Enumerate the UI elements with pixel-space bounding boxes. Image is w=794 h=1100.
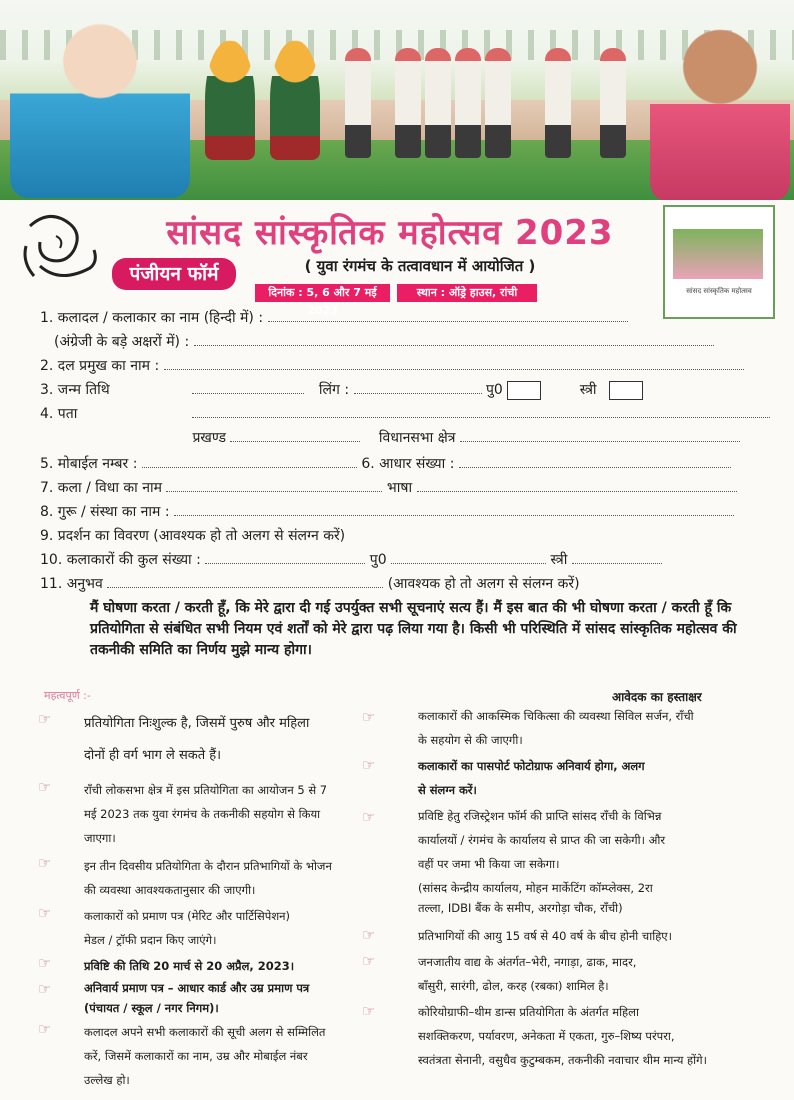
pointing-hand-icon: ☞ (38, 904, 52, 922)
pointing-hand-icon: ☞ (38, 954, 52, 972)
male-label: पु0 (485, 382, 503, 398)
field-label-address: 4. पता (40, 406, 78, 422)
title-area (0, 200, 794, 317)
note-item: प्रतियोगिता निःशुल्क है, जिसमें पुरुष और महिला दोनों ही वर्ग भाग ले सकते हैं। (84, 716, 310, 763)
group-name-english-input[interactable] (194, 333, 714, 346)
drummer-illustration (545, 48, 571, 158)
note-item: प्रविष्टि हेतु रजिस्ट्रेशन फॉर्म की प्राप्ति सांसद राँची के विभिन्न कार्यालयों / रंगमंच के कार्यालय से प्राप्त की जा सकेगी। और वहीं पर जमा भी किया जा सकेगा। (418, 809, 666, 871)
group-name-hindi-input[interactable] (268, 309, 628, 322)
notes-right-column (362, 704, 782, 1094)
experience-input[interactable] (107, 575, 383, 588)
language-input[interactable] (417, 479, 737, 492)
notes-left-column (40, 708, 370, 1098)
experience-note: (आवश्यक हो तो अलग से संलग्न करें) (387, 576, 580, 592)
pointing-hand-icon: ☞ (38, 980, 52, 998)
pointing-hand-icon: ☞ (362, 926, 376, 944)
portrait-right (650, 15, 790, 200)
address-input[interactable] (192, 405, 770, 418)
drummer-illustration (345, 48, 371, 158)
field-label-block: प्रखण्ड (192, 430, 227, 446)
dancer-illustration (455, 48, 481, 158)
field-label-art-form: 7. कला / विधा का नाम (40, 480, 162, 496)
pointing-hand-icon: ☞ (38, 778, 52, 796)
notes-heading: महत्वपूर्ण :- (44, 689, 91, 702)
pointing-hand-icon: ☞ (38, 1020, 52, 1038)
field-label-leader-name: 2. दल प्रमुख का नाम : (40, 358, 160, 374)
page-title: सांसद सांस्कृतिक महोत्सव 2023 (166, 213, 614, 253)
field-label-language: भाषा (386, 480, 413, 496)
portrait-left (10, 8, 190, 198)
event-date: दिनांक : 5, 6 और 7 मई 2023 (255, 284, 390, 302)
note-item: जनजातीय वाद्य के अंतर्गत–भेरी, नगाड़ा, ढाक, मादर, बाँसुरी, सारंगी, ढोल, करह (रबका) शामिल है। (418, 955, 637, 993)
guru-input[interactable] (174, 503, 734, 516)
field-label-gender: लिंग : (318, 382, 350, 398)
note-item: (सांसद केन्द्रीय कार्यालय, मोहन मार्केटिंग कॉम्प्लेक्स, 2रा तल्ला, IDBI बैंक के समीप, अरगोड़ा चौक, राँची) (418, 881, 653, 915)
mobile-input[interactable] (142, 455, 357, 468)
female-checkbox[interactable] (609, 381, 643, 400)
pointing-hand-icon: ☞ (362, 952, 376, 970)
artist-count-male-label: पु0 (369, 552, 387, 568)
dancer-illustration (485, 48, 511, 158)
note-item: प्रविष्टि की तिथि 20 मार्च से 20 अप्रैल, 2023। (84, 959, 295, 973)
leader-name-input[interactable] (164, 357, 744, 370)
photo-box (663, 205, 775, 319)
artist-count-female-input[interactable] (572, 551, 662, 564)
note-item: इन तीन दिवसीय प्रतियोगिता के दौरान प्रतिभागियों के भोजन की व्यवस्था आवश्यकतानुसार की जाएगी। (84, 859, 332, 897)
field-label-guru: 8. गुरू / संस्था का नाम : (40, 504, 170, 520)
registration-form-badge: पंजीयन फॉर्म (112, 258, 236, 290)
constituency-input[interactable] (460, 429, 740, 442)
masked-dancer-illustration (270, 40, 320, 160)
field-label-group-name-english: (अंग्रेजी के बड़े अक्षरों में) : (54, 334, 190, 350)
yuva-rangmanch-logo-icon (20, 206, 108, 292)
dancer-illustration (425, 48, 451, 158)
declaration-text: मैं घोषणा करता / करती हूँ, कि मेरे द्वारा दी गई उपर्युक्त सभी सूचनाएं सत्य हैं। मैं इस बात की भी घोषणा करता / करती हूँ कि प्रतियोगिता से संबंधित सभी नियम एवं शर्तों को मेरे द्वारा पढ़ लिया गया है। किसी भी परिस्थिति में सांसद सांस्कृतिक महोत्सव की तकनीकी समिति का निर्णय मुझे मान्य होगा। (90, 600, 737, 658)
field-label-group-name: 1. कलादल / कलाकार का नाम (हिन्दी में) : (40, 310, 264, 326)
gender-input[interactable] (354, 381, 482, 394)
dob-input[interactable] (192, 381, 304, 394)
photo-image (673, 229, 763, 279)
pointing-hand-icon: ☞ (38, 710, 52, 728)
note-item: प्रतिभागियों की आयु 15 वर्ष से 40 वर्ष के बीच होनी चाहिए। (418, 929, 673, 943)
note-item: अनिवार्य प्रमाण पत्र – आधार कार्ड और उम्र प्रमाण पत्र (पंचायत / स्कूल / नगर निगम)। (84, 981, 310, 1015)
field-label-dob: 3. जन्म तिथि (40, 382, 110, 398)
note-item: कलादल अपने सभी कलाकारों की सूची अलग से सम्मिलित करें, जिसमें कलाकारों का नाम, उम्र और मोबाईल नंबर उल्लेख हो। (84, 1025, 326, 1087)
note-item: कलाकारों को प्रमाण पत्र (मेरिट और पार्टिसिपेशन) मेडल / ट्रॉफी प्रदान किए जाएंगे। (84, 909, 291, 947)
signature-label: आवेदक का हस्ताक्षर (612, 690, 702, 704)
dancer-illustration (395, 48, 421, 158)
field-label-constituency: विधानसभा क्षेत्र (378, 430, 456, 446)
note-item: कलाकारों की आकस्मिक चिकित्सा की व्यवस्था सिविल सर्जन, राँची के सहयोग से की जाएगी। (418, 709, 694, 747)
artist-count-input[interactable] (205, 551, 365, 564)
pointing-hand-icon: ☞ (362, 1002, 376, 1020)
organizer-subtitle: ( युवा रंगमंच के तत्वावधान में आयोजित ) (304, 257, 536, 275)
note-item: कोरियोग्राफी–थीम डान्स प्रतियोगिता के अंतर्गत महिला सशक्तिकरण, पर्यावरण, अनेकता में एकता, गुरु–शिष्य परंपरा, स्वतंत्रता सेनानी, वसुधैव कुटुम्बकम, तकनीकी नवाचार थीम मान्य होंगे। (418, 1005, 707, 1067)
block-input[interactable] (230, 429, 360, 442)
pointing-hand-icon: ☞ (362, 808, 376, 826)
artist-count-female-label: स्त्री (550, 552, 568, 568)
photo-caption: सांसद सांस्कृतिक महोत्सव (686, 287, 752, 295)
note-item: कलाकारों का पासपोर्ट फोटोग्राफ अनिवार्य होगा, अलग से संलग्न करें। (418, 759, 645, 797)
artist-count-male-input[interactable] (391, 551, 546, 564)
field-label-experience: 11. अनुभव (40, 576, 103, 592)
art-form-input[interactable] (166, 479, 382, 492)
female-label: स्त्री (579, 382, 597, 398)
pointing-hand-icon: ☞ (362, 708, 376, 726)
field-label-artist-count: 10. कलाकारों की कुल संख्या : (40, 552, 201, 568)
aadhaar-input[interactable] (459, 455, 731, 468)
field-label-mobile: 5. मोबाईल नम्बर : (40, 456, 138, 472)
field-label-aadhaar: 6. आधार संख्या : (361, 456, 455, 472)
pointing-hand-icon: ☞ (38, 854, 52, 872)
masked-dancer-illustration (205, 40, 255, 160)
header-banner (0, 0, 794, 200)
field-label-performance: 9. प्रदर्शन का विवरण (आवश्यक हो तो अलग से संलग्न करें) (40, 528, 346, 544)
event-venue: स्थान : ऑड्रे हाउस, रांची (397, 284, 537, 302)
male-checkbox[interactable] (507, 381, 541, 400)
pointing-hand-icon: ☞ (362, 756, 376, 774)
dancer-illustration (600, 48, 626, 158)
note-item: राँची लोकसभा क्षेत्र में इस प्रतियोगिता का आयोजन 5 से 7 मई 2023 तक युवा रंगमंच के तकनीकी सहयोग से किया जाएगा। (84, 783, 328, 845)
